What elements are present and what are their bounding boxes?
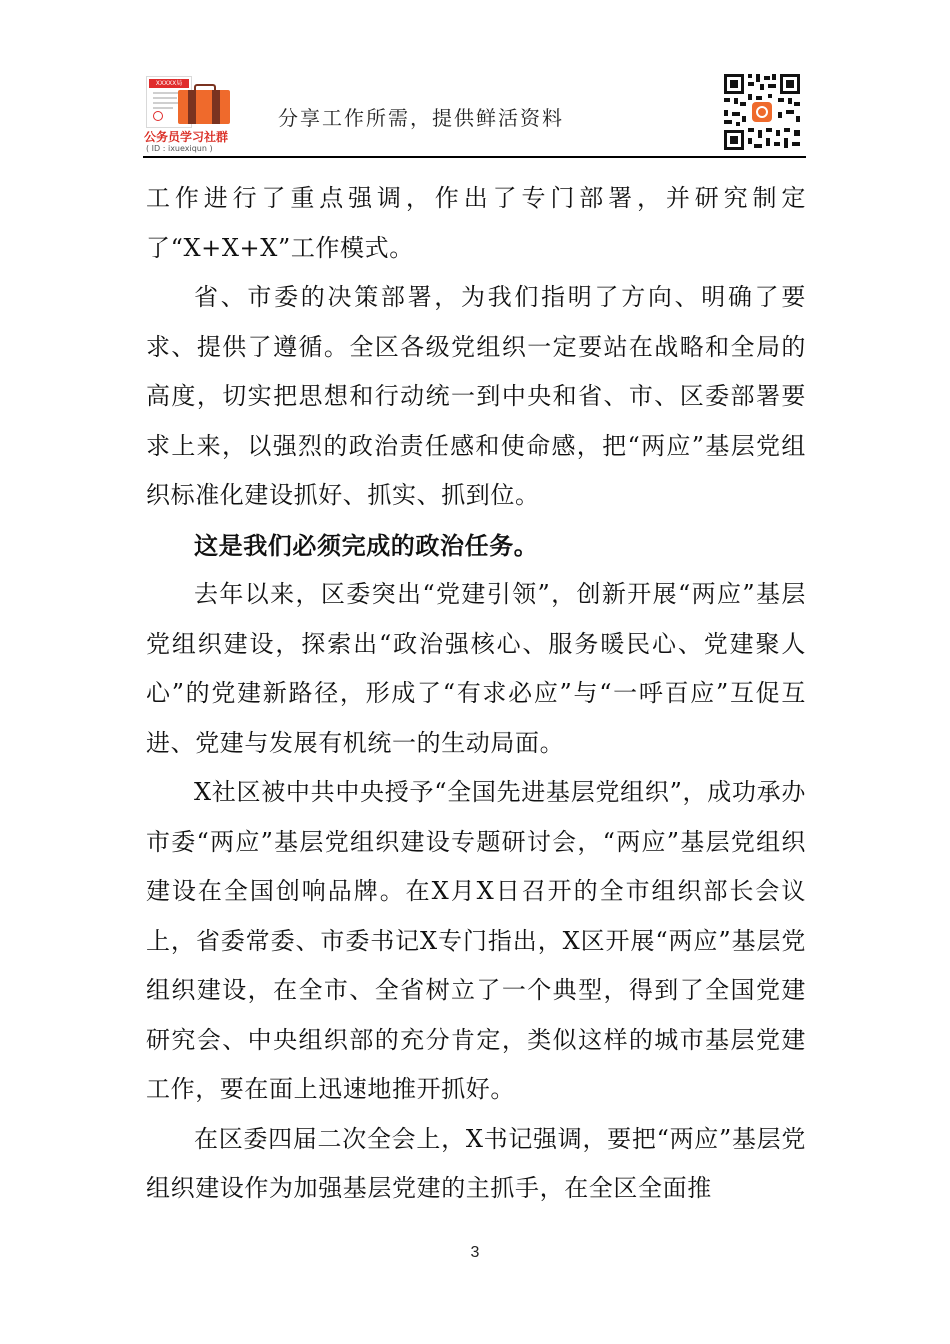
paragraph-heading: 这是我们必须完成的政治任务。 [194,530,539,560]
brand-id: ( ID : ixuexiqun ) [146,144,213,153]
brand-name: 公务员学习社群 [144,130,229,144]
header-slogan: 分享工作所需，提供鲜活资料 [278,106,564,130]
header-divider [143,156,806,158]
brand-logo [140,76,240,156]
page-header [0,0,950,160]
document-body [146,174,806,1214]
paragraph: 工作进行了重点强调，作出了专门部署，并研究制定了“X+X+X”工作模式。 [146,184,806,262]
paragraph: X社区被中共中央授予“全国先进基层党组织”，成功承办市委“两应”基层党组织建设专题研讨会，“两应”基层党组织建设在全国创响品牌。在X月X日召开的全市组织部长会议上，省委常委、市委书记X专门指出，X区开展“两应”基层党组织建设，在全市、全省树立了一个典型，得到了全国党建研究会、中央组织部的充分肯定，类似这样的城市基层党建工作，要在面上迅速地推开抓好。 [146,778,806,1103]
briefcase-icon [178,90,230,124]
paragraph: 省、市委的决策部署，为我们指明了方向、明确了要求、提供了遵循。全区各级党组织一定要站在战略和全局的高度，切实把思想和行动统一到中央和省、市、区委部署要求上来，以强烈的政治责任感和使命感，把“两应”基层党组织标准化建设抓好、抓实、抓到位。 [146,283,806,509]
page-number: 3 [470,1244,480,1261]
paragraph: 去年以来，区委突出“党建引领”，创新开展“两应”基层党组织建设，探索出“政治强核心、服务暖民心、党建聚人心”的党建新路径，形成了“有求必应”与“一呼百应”互促互进、党建与发展有机统一的生动局面。 [146,580,806,757]
qr-code-icon [722,72,802,152]
paragraph: 在区委四届二次全会上，X书记强调，要把“两应”基层党组织建设作为加强基层党建的主抓手，在全区全面推 [146,1124,806,1202]
stamp-icon [153,111,163,121]
logo-badge: XXXXX局 [149,79,189,88]
